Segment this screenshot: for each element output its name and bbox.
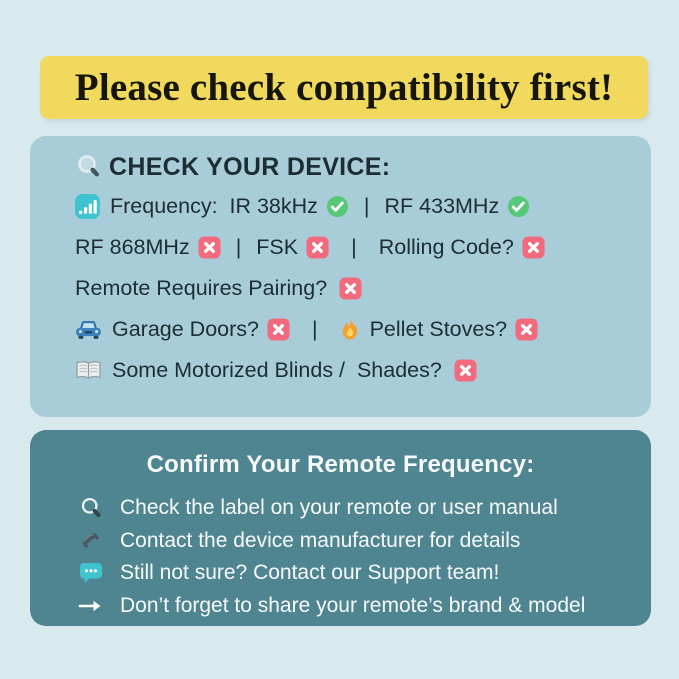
frequency-row: [75, 186, 651, 227]
x-square-icon: [515, 318, 538, 341]
x-square-icon: [198, 236, 221, 259]
confirm-title: Confirm Your Remote Frequency:: [146, 451, 535, 478]
confirm-item-text: Don’t forget to share your remote’s brand & model: [120, 593, 586, 617]
x-square-icon: [339, 277, 362, 300]
device-check-header: [75, 148, 651, 186]
phone-receiver-icon: [76, 529, 106, 553]
unsupported-protocols-row: [75, 227, 651, 268]
pipe-separator: |: [235, 235, 242, 259]
signal-bars-icon: [75, 194, 100, 219]
pipe-separator: |: [312, 317, 318, 341]
blinds-row: [75, 350, 651, 391]
list-item: [76, 525, 651, 558]
list-item: [76, 492, 651, 525]
confirm-frequency-panel: [30, 430, 651, 626]
frequency-label: Frequency: IR 38kHz: [110, 194, 318, 218]
banner-text: Please check compatibility first!: [74, 66, 614, 109]
confirm-item-text: Still not sure? Contact our Support team!: [120, 561, 500, 585]
x-square-icon: [454, 359, 477, 382]
check-circle-icon: [507, 195, 530, 218]
confirm-header: [30, 448, 651, 482]
x-square-icon: [522, 236, 545, 259]
magnifier-icon: [76, 496, 106, 521]
check-circle-icon: [326, 195, 349, 218]
pipe-separator: |: [363, 194, 370, 218]
pellet-stoves-label: Pellet Stoves?: [369, 317, 508, 341]
compatibility-banner: [40, 56, 648, 119]
confirm-item-text: Check the label on your remote or user manual: [120, 496, 558, 520]
x-square-icon: [267, 318, 290, 341]
open-book-icon: [75, 360, 102, 381]
blinds-label: Some Motorized Blinds / Shades?: [112, 358, 442, 382]
list-item: [76, 557, 651, 590]
rolling-code-label: Rolling Code?: [378, 235, 514, 259]
device-check-title: CHECK YOUR DEVICE:: [109, 152, 391, 181]
fire-icon: [340, 318, 360, 342]
pairing-label: Remote Requires Pairing?: [75, 276, 328, 300]
device-check-panel: [30, 136, 651, 417]
chat-bubble-icon: [76, 562, 106, 584]
list-item: [76, 590, 651, 623]
confirm-item-text: Contact the device manufacturer for details: [120, 528, 521, 552]
garage-pellet-row: [75, 309, 651, 350]
confirm-list: [30, 492, 651, 622]
x-square-icon: [306, 236, 329, 259]
rf433-label: RF 433MHz: [384, 194, 500, 218]
magnifier-icon: [75, 153, 103, 181]
fsk-label: FSK: [256, 235, 299, 259]
arrow-right-icon: [76, 598, 106, 614]
rf868-label: RF 868MHz: [75, 235, 190, 259]
pipe-separator: |: [351, 235, 357, 259]
pairing-row: [75, 268, 651, 309]
car-icon: [75, 319, 102, 340]
garage-doors-label: Garage Doors?: [112, 317, 259, 341]
